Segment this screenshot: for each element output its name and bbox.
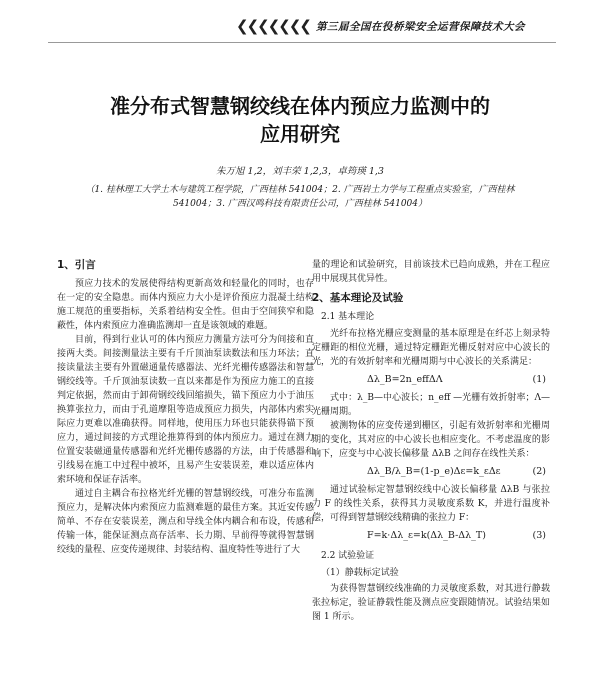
paragraph: 被测物体的应变传递到栅区，引起有效折射率和光栅周期的变化，其对应的中心波长也相应变化。不考虑温度的影响下，应变与中心波长偏移量 ΔλB 之间存在线性关系：	[312, 421, 550, 459]
right-column	[312, 258, 550, 624]
subsubsection-heading: （1）静载标定试验	[321, 568, 399, 578]
equation-text: Δλ_B/λ_B=(1-p_e)Δε=k_εΔε	[367, 466, 501, 477]
title-line-2: 应用研究	[260, 122, 340, 146]
affiliation-line-2: 541004；3. 广西汉鸣科技有限责任公司，广西桂林 541004）	[172, 199, 428, 209]
section-heading-intro: 1、引言	[57, 259, 96, 271]
chevron-decoration-icon: ❮❮❮❮❮❮❮	[236, 17, 310, 35]
equation-text: Δλ_B=2n_effΔΛ	[367, 374, 443, 385]
subsection-heading: 2.2 试验验证	[321, 551, 375, 561]
paragraph: 预应力技术的发展使得结构更新高效和轻量化的同时，也存在一定的安全隐患。而体内预应力大小是评价预应力混凝土结构施工规范的重要指标，关系着结构安全性。但由于空间狭窄和隐蔽性，体内索预应力准确监测却一直是该领域的难题。	[57, 279, 314, 331]
equation-number: (3)	[532, 530, 546, 541]
affiliation-line-1: （1. 桂林理工大学土木与建筑工程学院，广西桂林 541004；2. 广西岩土力学与工程重点实验室，广西桂林	[85, 185, 515, 195]
equation-number: (1)	[532, 374, 546, 385]
left-column	[57, 258, 314, 557]
equation-number: (2)	[532, 466, 546, 477]
subsection-heading: 2.1 基本理论	[321, 312, 375, 322]
equation-2	[312, 461, 550, 483]
conference-header	[236, 15, 554, 37]
affiliations	[52, 183, 548, 211]
section-heading-theory: 2、基本理论及试验	[312, 292, 404, 304]
paper-title	[40, 92, 560, 148]
paragraph: 目前，得到行业认可的体内预应力测量方法可分为间接和直接两大类。间接测量法主要有千斤顶油泵读数法和压力环法；直接读量法主要有外置磁通量传感器法、光纤光栅传感器法和智慧钢绞线等。千斤顶油泵读数一直以来都是作为预应力施工的直接判定依据，然而由于卸荷钢绞线回缩损失，锚下预应力小于油压换算张拉力，而由于孔道摩阻等造成预应力损失，内部体内索实际应力更难以准确获得。同样地，使用压力环也只能获得锚下预应力，通过间接的方式理论推算得到的体内预应力。通过在测力位置安装磁通量传感器和光纤光栅传感器的方法，由于传感器和引线易在施工中过程中被坏，且易产生安装误差，难以适应体内索环境和保证存活率。	[57, 335, 314, 485]
authors: 朱万旭 1,2，刘丰荣 1,2,3，卓筠瑛 1,3	[216, 166, 384, 177]
equation-description: 式中：λ_B—中心波长；n_eff —光栅有效折射率；Λ—光栅周期。	[312, 393, 550, 417]
equation-1	[312, 369, 550, 391]
paragraph: 通过试验标定智慧钢绞线中心波长偏移量 ΔλB 与张拉力 F 的线性关系，获得其力灵敏度系数 K，并进行温度补偿，可得到智慧钢绞线精确的张拉力 F：	[312, 485, 550, 523]
equation-3	[312, 525, 550, 547]
header-rule	[48, 42, 556, 43]
paragraph: 为获得智慧钢绞线准确的力灵敏度系数，对其进行静载张拉标定，验证静载性能及测点应变跟随情况。试验结果如图 1 所示。	[312, 584, 550, 622]
paragraph-continued: 量的理论和试验研究，目前该技术已趋向成熟，并在工程应用中展现其优异性。	[312, 260, 550, 284]
equation-text: F=k·Δλ_ε=k(Δλ_B-Δλ_T)	[367, 530, 486, 541]
paragraph: 通过自主耦合布拉格光纤光栅的智慧钢绞线，可准分布监测预应力，是解决体内索预应力监测难题的最佳方案。其近安传感简单、不存在安装误差，测点和导线全体内耦合和布设，传感和传输一体，能保证测点高存活率、长力期、早前得等就得智慧钢绞线的量程、应变传递规律、封装结构、温度特性等进行了大	[57, 489, 314, 555]
title-line-1: 准分布式智慧钢绞线在体内预应力监测中的	[110, 94, 490, 118]
conference-name: 第三届全国在役桥梁安全运营保障技术大会	[315, 20, 525, 33]
paragraph: 光纤布拉格光栅应变测量的基本原理是在纤芯上刻录特定栅距的相位光栅，通过特定栅距光栅反射对应中心波长的光，光的有效折射率和光栅周期与中心波长的关系满足：	[312, 329, 550, 367]
